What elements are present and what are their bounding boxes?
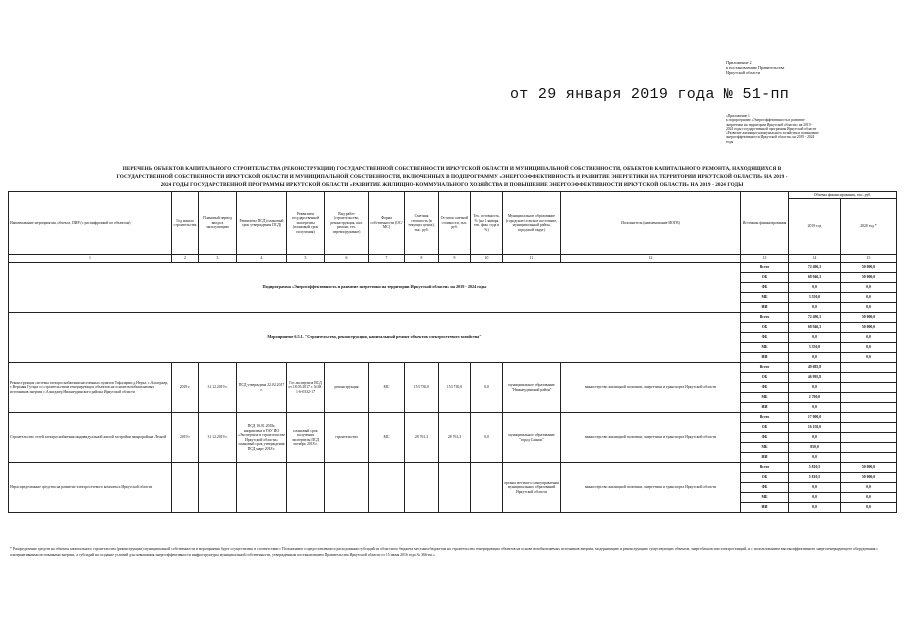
fin-2020 [841, 413, 897, 423]
fin-source: Всего [741, 413, 789, 423]
fin-2020: 0,0 [841, 303, 897, 313]
measure-row [9, 313, 897, 323]
object-rest [439, 463, 471, 513]
object-ownership [369, 463, 405, 513]
object-expertise: плановый срок получения экспертизы ПСД октябрь 2018 г. [287, 413, 325, 463]
fin-source: МБ [741, 293, 789, 303]
fin-2019: 0,0 [789, 353, 841, 363]
object-work: реконструкция [325, 363, 369, 413]
object-ready: 0,0 [471, 363, 503, 413]
fin-source: МБ [741, 443, 789, 453]
fin-2020: 0,0 [841, 503, 897, 513]
fin-2020 [841, 453, 897, 463]
fin-source: Всего [741, 463, 789, 473]
fin-2019: 0,0 [789, 333, 841, 343]
object-name: Строительство сетей электроснабжения индивидуальной жилой застройки микрорайона Лесной [9, 413, 172, 463]
col-number: 12 [561, 255, 741, 263]
fin-source: ИИ [741, 403, 789, 413]
object-name: Нераспределенные средства на развитие электросетевого комплекса Иркутской области [9, 463, 172, 513]
fin-source: ОБ [741, 423, 789, 433]
fin-2020: 50 000,0 [841, 273, 897, 283]
fin-source: Всего [741, 363, 789, 373]
fin-2019: 68 946,3 [789, 273, 841, 283]
col-header: Остаток сметной стоимости, тыс. руб. [439, 192, 471, 255]
col-number: 5 [287, 255, 325, 263]
fin-2020 [841, 443, 897, 453]
fin-2020: 50 000,0 [841, 463, 897, 473]
object-expertise: Гос.экспертиза ВСД от 18.05.2017 г. №38-1-6-0332-17 [287, 363, 325, 413]
annex1-line: «Развитие жилищно-коммунального хозяйства и повышение [726, 131, 819, 136]
col-number: 7 [369, 255, 405, 263]
fin-2020 [841, 373, 897, 383]
fin-2019: 0,0 [789, 383, 841, 393]
col-number: 1 [9, 255, 172, 263]
measure-title: Мероприятие 6.5.1. "Строительство, реконструкция, капитальный ремонт объектов электросетевого хозяйства" [9, 313, 741, 363]
object-ownership: МС [369, 413, 405, 463]
fin-2020: 0,0 [841, 353, 897, 363]
fin-2020 [841, 433, 897, 443]
fin-2019: 72 496,3 [789, 263, 841, 273]
col-header: Плановый период ввода в эксплуатацию [199, 192, 237, 255]
col-header: Муниципальное образование (городское/сельское поселение, муниципальный район, городской округ) [503, 192, 561, 255]
object-ready [471, 463, 503, 513]
fin-2019: 850,0 [789, 443, 841, 453]
fin-2020 [841, 423, 897, 433]
object-name: Реконструкция системы электроснабжения населенных пунктов Тофаларии д.Нерха, с.Алыгджер, с.Верхняя Гутара со строительством генерирующих объектов на основе возобновляемых источников энергии с.Алыгджер Нижнеудинского района Иркутской области [9, 363, 172, 413]
object-rest: 28 761,3 [439, 413, 471, 463]
fin-2019: 2 700,0 [789, 393, 841, 403]
fin-source: ОБ [741, 373, 789, 383]
fin-2019: 0,0 [789, 483, 841, 493]
fin-source: ОБ [741, 473, 789, 483]
object-period: 31.12.2019 г. [199, 363, 237, 413]
object-municipality: органы местного самоуправления муниципальных образований Иркутской области [503, 463, 561, 513]
object-municipality: муниципальное образование "Нижнеудинский район" [503, 363, 561, 413]
objects-table [8, 191, 897, 513]
col-number: 13 [741, 255, 789, 263]
subprogram-row [9, 263, 897, 273]
fin-source: ФБ [741, 383, 789, 393]
object-rest: 153 730,0 [439, 363, 471, 413]
object-cost: 153 730,0 [405, 363, 439, 413]
object-period [199, 463, 237, 513]
object-cost [405, 463, 439, 513]
fin-2019: 0,0 [789, 453, 841, 463]
fin-2020: 0,0 [841, 343, 897, 353]
fin-2019: 49 685,8 [789, 363, 841, 373]
fin-source: ФБ [741, 333, 789, 343]
fin-2019: 72 496,3 [789, 313, 841, 323]
col-header: 2020 год * [841, 199, 897, 255]
decree-stamp: от 29 января 2019 года № 51-пп [510, 86, 790, 103]
fin-2019: 0,0 [789, 403, 841, 413]
object-ownership: МС [369, 363, 405, 413]
fin-2020: 0,0 [841, 493, 897, 503]
col-header: Реквизиты ПСД (плановый срок утверждения ПСД) [237, 192, 287, 255]
col-number: 3 [199, 255, 237, 263]
col-header: Тех. готовность, % (на 1 января тек. фин. года в %) [471, 192, 503, 255]
heading-line: 2024 ГОДЫ ГОСУДАРСТВЕННОЙ ПРОГРАММЫ ИРКУТСКОЙ ОБЛАСТИ «РАЗВИТИЕ ЖИЛИЩНО-КОММУНАЛЬНОГО ХОЗЯЙСТВА И ПОВЫШЕНИЕ ЭНЕРГОЭФФЕКТИВНОСТИ ИРКУТСКОЙ ОБЛАСТИ» НА 2019 - 2024 ГОДЫ [160, 182, 744, 188]
fin-2019: 0,0 [789, 503, 841, 513]
fin-2020 [841, 393, 897, 403]
fin-source: МБ [741, 393, 789, 403]
col-header: Исполнитель (наименование ИОГВ) [561, 192, 741, 255]
object3-row [9, 463, 897, 473]
object-work: строительство [325, 413, 369, 463]
heading-line: ПЕРЕЧЕНЬ ОБЪЕКТОВ КАПИТАЛЬНОГО СТРОИТЕЛЬСТВА (РЕКОНСТРУКЦИИ) ГОСУДАРСТВЕННОЙ СОБСТВЕННОСТИ ИРКУТСКОЙ ОБЛАСТИ И МУНИЦИПАЛЬНОЙ СОБСТВЕННОСТИ, ОБЪЕКТОВ КАПИТАЛЬНОГО РЕМОНТА, НАХОДЯЩИХСЯ В [122, 166, 782, 172]
annex2-line: к постановлению Правительства [726, 65, 785, 70]
fin-source: ИИ [741, 503, 789, 513]
fin-source: МБ [741, 343, 789, 353]
fin-source: ФБ [741, 483, 789, 493]
fin-source: ОБ [741, 273, 789, 283]
object-start [172, 463, 199, 513]
col-number: 11 [503, 255, 561, 263]
annex1-block [726, 114, 896, 144]
col-number: 15 [841, 255, 897, 263]
fin-source: ФБ [741, 433, 789, 443]
annex1-line: энергоэффективности Иркутской области» на 2019 - 2024 [726, 135, 815, 140]
object-period: 31.12.2019 г. [199, 413, 237, 463]
object-cost: 28 761,3 [405, 413, 439, 463]
col-header: Год начала строительства [172, 192, 199, 255]
document-heading [8, 165, 896, 189]
col-header: Форма собственности (ОС/МС) [369, 192, 405, 255]
col-header: Наименование мероприятия, объекта, ПИР (с расшифровкой по объектам) [9, 192, 172, 255]
fin-2020: 0,0 [841, 283, 897, 293]
heading-line: ГОСУДАРСТВЕННОЙ СОБСТВЕННОСТИ ИРКУТСКОЙ ОБЛАСТИ И МУНИЦИПАЛЬНОЙ СОБСТВЕННОСТИ, ВКЛЮЧЕННЫХ В ПОДПРОГРАММУ «ЭНЕРГОЭФФЕКТИВНОСТЬ И РАЗВИТИЕ ЭНЕРГЕТИКИ НА ТЕРРИТОРИИ ИРКУТСКОЙ ОБЛАСТИ» НА 2019 - [116, 174, 788, 180]
object-executor: министерство жилищной политики, энергетики и транспорта Иркутской области [561, 413, 741, 463]
col-header: 2019 год [789, 199, 841, 255]
object-psd: ПСД 10.01.2018г. направлена в ГАУ ИО «Экспертиза в строительстве Иркутской области» плановый срок утверждения ПСД март 2018 г. [237, 413, 287, 463]
annex1-line: годы [726, 139, 734, 144]
object-psd [237, 463, 287, 513]
fin-source: Всего [741, 313, 789, 323]
fin-2019: 5 810,5 [789, 463, 841, 473]
col-number: 4 [237, 255, 287, 263]
fin-2019: 0,0 [789, 433, 841, 443]
col-number: 10 [471, 255, 503, 263]
annex2-line: Приложение 2 [726, 60, 752, 65]
subprogram-title: Подпрограмма «Энергоэффективность и развитие энергетики на территории Иркутской области» на 2019 - 2024 годы [9, 263, 741, 313]
object-work [325, 463, 369, 513]
annex2-line: Иркутской области [726, 70, 761, 75]
fin-2019: 5 810,5 [789, 473, 841, 483]
fin-source: ФБ [741, 283, 789, 293]
header-row-top [9, 192, 897, 199]
object-municipality: муниципальное образование "город Саянск" [503, 413, 561, 463]
col-header: Вид работ (строительство, реконструкция, кап. ремонт, тех. перевооружение) [325, 192, 369, 255]
object-start: 2019 г [172, 413, 199, 463]
footnote: * Распределение средств на объекты капитального строительства (реконструкции) муниципальной собственности и мероприятия будет осуществлено в соответствии с Положением о предоставлении и расходовании субсидий из областного бюджета местным бюджетам на строительство генерирующих объектов на основе возобновляемых источников энергии, модернизацию и реконструкцию существующих объектов, энергоблоков или электростанций, и с использованием высокоэффективного энергогенерирующего оборудования с альтернативными источниками энергии, а субсидий на создание условий для повышения энергоэффективности инфраструктуры муниципальной собственности, утвержденным постановлением Правительства Иркутской области от 15 июня 2016 года № 366-пп.» [10, 547, 879, 557]
fin-source: ИИ [741, 303, 789, 313]
fin-2019: 0,0 [789, 303, 841, 313]
fin-2020: 0,0 [841, 483, 897, 493]
fin-2019: 46 995,8 [789, 373, 841, 383]
fin-source: ОБ [741, 323, 789, 333]
fin-2020 [841, 383, 897, 393]
fin-2019: 0,0 [789, 493, 841, 503]
object-ready: 0,0 [471, 413, 503, 463]
object2-row [9, 413, 897, 423]
col-header: Реквизиты государственной экспертизы (плановый срок получения) [287, 192, 325, 255]
fin-source: ИИ [741, 353, 789, 363]
col-number: 9 [439, 255, 471, 263]
object-executor: министерство жилищной политики, энергетики и транспорта Иркутской области [561, 363, 741, 413]
fin-2020 [841, 403, 897, 413]
fin-source: Всего [741, 263, 789, 273]
fin-2020 [841, 363, 897, 373]
fin-2020: 0,0 [841, 293, 897, 303]
col-number: 14 [789, 255, 841, 263]
object-expertise [287, 463, 325, 513]
object-executor: министерство жилищной политики, энергетики и транспорта Иркутской области [561, 463, 741, 513]
object-start: 2019 г. [172, 363, 199, 413]
col-number: 8 [405, 255, 439, 263]
col-number: 2 [172, 255, 199, 263]
fin-2019: 16 150,0 [789, 423, 841, 433]
col-header: Источник финансирования [741, 192, 789, 255]
fin-2019: 17 000,0 [789, 413, 841, 423]
col-number: 6 [325, 255, 369, 263]
fin-2020: 50 000,0 [841, 263, 897, 273]
fin-2019: 68 946,3 [789, 323, 841, 333]
annex1-line: 2024 годы государственной программы Иркутской области [726, 126, 817, 131]
fin-source: МБ [741, 493, 789, 503]
fin-2019: 0,0 [789, 283, 841, 293]
annex1-line: к подпрограмме «Энергоэффективность и развитие [726, 118, 805, 123]
col-header: Сметная стоимость (в текущих ценах), тыс. руб. [405, 192, 439, 255]
fin-source: ИИ [741, 453, 789, 463]
annex1-line: «Приложение 1 [726, 114, 750, 118]
fin-2020: 50 000,0 [841, 473, 897, 483]
fin-2020: 50 000,0 [841, 313, 897, 323]
funding-header: Объемы финансирования, тыс. руб. [789, 192, 897, 199]
object-psd: ПСД утверждена 22.02.2017 г. [237, 363, 287, 413]
fin-2019: 3 550,0 [789, 293, 841, 303]
fin-2019: 3 550,0 [789, 343, 841, 353]
fin-2020: 50 000,0 [841, 323, 897, 333]
fin-2020: 0,0 [841, 333, 897, 343]
annex1-line: энергетики на территории Иркутской области» на 2019 - [726, 122, 813, 127]
object1-row [9, 363, 897, 373]
column-number-row [9, 255, 897, 263]
annex2-block [726, 60, 896, 75]
